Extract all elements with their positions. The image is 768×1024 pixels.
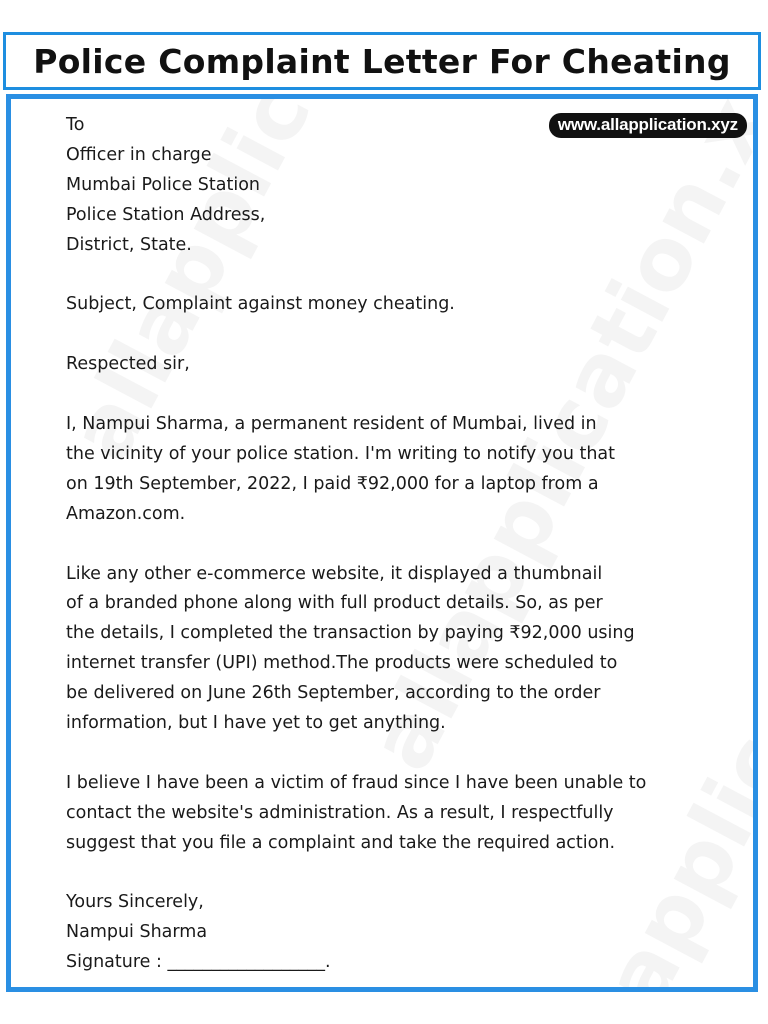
letter-body <box>66 111 746 978</box>
body-paragraph-3 <box>66 769 746 859</box>
address-district: District, State. <box>66 234 192 255</box>
closing-name: Nampui Sharma <box>66 922 208 943</box>
paragraph-line: be delivered on June 26th September, according to the order <box>66 683 601 704</box>
paragraph-line: I, Nampui Sharma, a permanent resident of Mumbai, lived in <box>66 414 597 435</box>
letter-salutation: Respected sir, <box>66 354 190 375</box>
address-station: Mumbai Police Station <box>66 174 261 195</box>
letter-frame <box>6 94 758 992</box>
paragraph-line: internet transfer (UPI) method.The products were scheduled to <box>66 653 618 674</box>
address-block <box>66 111 746 261</box>
paragraph-line: information, but I have yet to get anything. <box>66 713 446 734</box>
title-banner <box>3 32 761 90</box>
paragraph-line: the vicinity of your police station. I'm writing to notify you that <box>66 443 616 464</box>
body-paragraph-2 <box>66 560 746 739</box>
paragraph-line: the details, I completed the transaction by paying ₹92,000 using <box>66 623 635 644</box>
paragraph-line: Amazon.com. <box>66 503 186 524</box>
website-url-badge: www.allapplication.xyz <box>549 113 747 138</box>
paragraph-line: I believe I have been a victim of fraud since I have been unable to <box>66 772 647 793</box>
paragraph-line: of a branded phone along with full product details. So, as per <box>66 593 603 614</box>
closing-valediction: Yours Sincerely, <box>66 892 204 913</box>
closing-block <box>66 888 746 978</box>
page-title: Police Complaint Letter For Cheating <box>33 41 731 81</box>
paragraph-line: Like any other e-commerce website, it displayed a thumbnail <box>66 563 603 584</box>
paragraph-line: contact the website's administration. As a result, I respectfully <box>66 802 614 823</box>
body-paragraph-1 <box>66 410 746 530</box>
address-station-address: Police Station Address, <box>66 204 266 225</box>
closing-signature: Signature : __________________. <box>66 952 331 973</box>
paragraph-line: suggest that you file a complaint and take the required action. <box>66 832 616 853</box>
address-recipient: Officer in charge <box>66 144 212 165</box>
paragraph-line: on 19th September, 2022, I paid ₹92,000 for a laptop from a <box>66 473 599 494</box>
address-to: To <box>66 115 85 135</box>
letter-subject: Subject, Complaint against money cheating. <box>66 294 455 315</box>
